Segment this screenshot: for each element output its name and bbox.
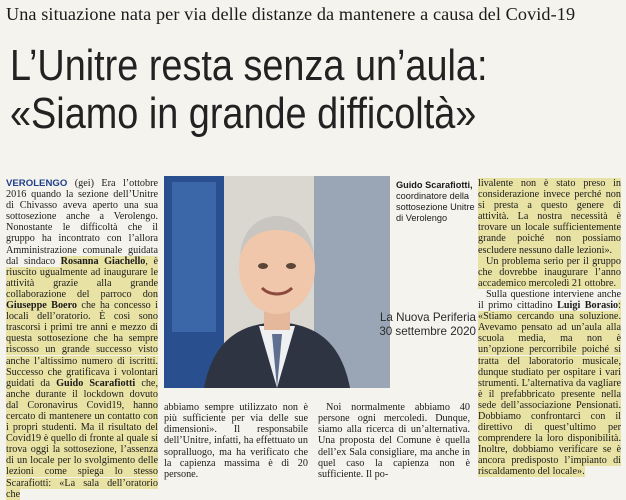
column-4: [478, 178, 621, 478]
body-text: Era l’ottobre 2016 quando la sezione dell’Unitre di Chivasso aveva aperto una sua sottosezione anche a Verolengo. Nonostante le difficoltà che il gruppo ha incontrato con l’allora Amministrazione comunale guidata dal sindaco: [6, 178, 159, 267]
kicker: Una situazione nata per via delle distanze da mantenere a causa del Covid-19: [6, 4, 576, 24]
caption-name: Guido Scarafiotti,: [396, 180, 473, 190]
person-name: Luigi Borasio: [557, 300, 619, 312]
caption-role: coordinatore della sottosezione Unitre di Verolengo: [396, 191, 475, 223]
column-1: [6, 178, 158, 500]
body-text: abbiamo sempre utilizzato non è più sufficiente per via delle sue dimensioni». Il responsabile dell’Unitre, infatti, ha effettuato un sopralluogo, ma ha verificato che la capienza massima è di 20 persone.: [164, 402, 308, 480]
paragraph: [478, 289, 621, 478]
headline-line-1: L’Unitre resta senza un’aula:: [10, 41, 488, 90]
source-name: La Nuova Periferia: [379, 311, 476, 324]
source-date: 30 settembre 2020: [379, 325, 476, 338]
person-name: Guido Scarafiotti: [56, 377, 136, 389]
column-3: [318, 392, 470, 490]
dateline-city: VEROLENGO: [6, 178, 68, 189]
body-text: , è riuscito ugualmente ad inaugurare le attività grazie alla grande collaborazione del parroco don: [6, 255, 158, 300]
body-text: Noi normalmente abbiamo 40 persone ogni mercoledì. Dunque, siamo alla ricerca di un’alternativa. Una proposta del Comune è quella dell’ex Sala consigliare, ma anche in quel caso la capienza non è sufficiente. Il po-: [318, 402, 470, 480]
body-text: che ha concesso i locali dell’oratorio. È così sono trascorsi i primi tre anni e mezzo di questa sottosezione che ha sempre riscosso un grande successo visto anche l’altissimo numero di iscritti. Successo che gratificava i volontari guidati da: [6, 300, 158, 389]
person-name: Giuseppe Boero: [6, 300, 78, 312]
body-text: Sulla questione interviene anche il primo cittadino: [478, 288, 621, 312]
headline-line-2: «Siamo in grande difficoltà»: [10, 89, 477, 138]
body-text: livalente non è stato preso in considerazione invece perché non si presta a questo genere di attività. La nostra necessità è trovare un locale sufficientemente grande poiché non possiamo escludere nessuno dalle lezioni».: [478, 178, 621, 256]
portrait-photo: [164, 176, 390, 388]
body-text: Un problema serio per il gruppo che dovrebbe inaugurare l’anno accademico mercoledì 21 ottobre.: [478, 255, 621, 289]
portrait-image: [164, 176, 390, 388]
dateline-tag: (gei): [74, 178, 94, 189]
photo-caption: [396, 180, 476, 224]
column-2: [164, 392, 308, 490]
body-text: che, anche durante il lockdown dovuto dal Coronavirus Covid19, hanno cercato di mantenere un contatto con i propri studenti. Ma il risultato del Covid19 è quello di fronte al quale si trova oggi la sottosezione, l’assenza di un locale per lo svolgimento delle lezioni come spiega lo stesso Scarafiotti: «La sala dell’oratorio che: [6, 377, 158, 500]
body-text: : «Stiamo cercando una soluzione. Avevamo pensato ad un’aula alla scuola media, ma non è un’opzione percorribile poiché si tratta del laboratorio musicale, dunque studiato per ospitare i vari strumenti. L’alternativa da vagliare è il prefabbricato presente nella sede dell’associazione Pensionati. Dobbiamo confrontarci con il direttivo di quest’ultimo per comprendere la loro disponibilità. Inoltre, dobbiamo verificare se è ancora predisposto l’impianto di riscaldamento del locale».: [478, 300, 621, 478]
paragraph: [6, 178, 158, 500]
source-watermark: [352, 311, 476, 339]
headline: [10, 42, 531, 138]
person-name: Rosanna Giachello: [60, 255, 146, 267]
